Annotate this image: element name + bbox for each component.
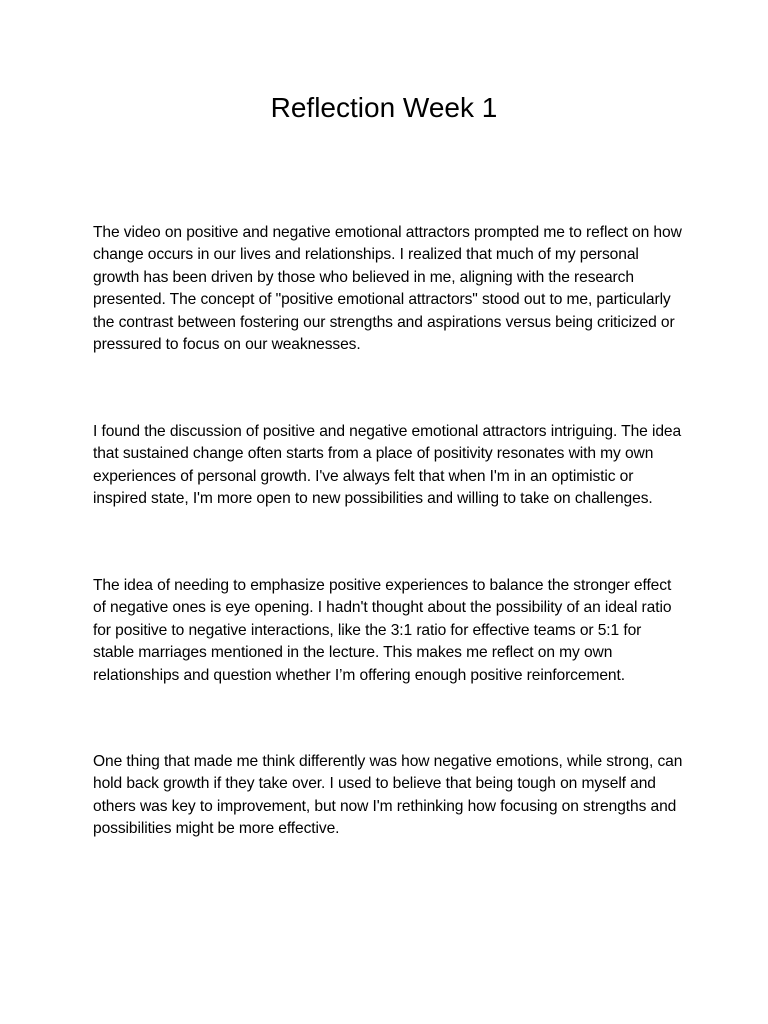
paragraph-2: I found the discussion of positive and negative emotional attractors intriguing. The idea that sustained change often starts from a place of positivity resonates with my own experiences of personal growth. I've always felt that when I'm in an optimistic or inspired state, I'm more open to new possibilities and willing to take on challenges. <box>93 423 682 508</box>
document-title: Reflection Week 1 <box>270 92 498 123</box>
paragraph-1: The video on positive and negative emotional attractors prompted me to reflect on how change occurs in our lives and relationships. I realized that much of my personal growth has been driven by those who believed in me, aligning with the research presented. The concept of "positive emotional attractors" stood out to me, particularly the contrast between fostering our strengths and aspirations versus being criticized or pressured to focus on our weaknesses. <box>93 224 682 354</box>
paragraph-4: One thing that made me think differently was how negative emotions, while strong, can hold back growth if they take over. I used to believe that being tough on myself and others was key to improvement, but now I'm rethinking how focusing on strengths and possibilities might be more effective. <box>93 753 683 838</box>
paragraph-3: The idea of needing to emphasize positive experiences to balance the stronger effect of negative ones is eye opening. I hadn't thought about the possibility of an ideal ratio for positive to negative interactions, like the 3:1 ratio for effective teams or 5:1 for stable marriages mentioned in the lecture. This makes me reflect on my own relationships and question whether I’m offering enough positive reinforcement. <box>93 577 672 684</box>
